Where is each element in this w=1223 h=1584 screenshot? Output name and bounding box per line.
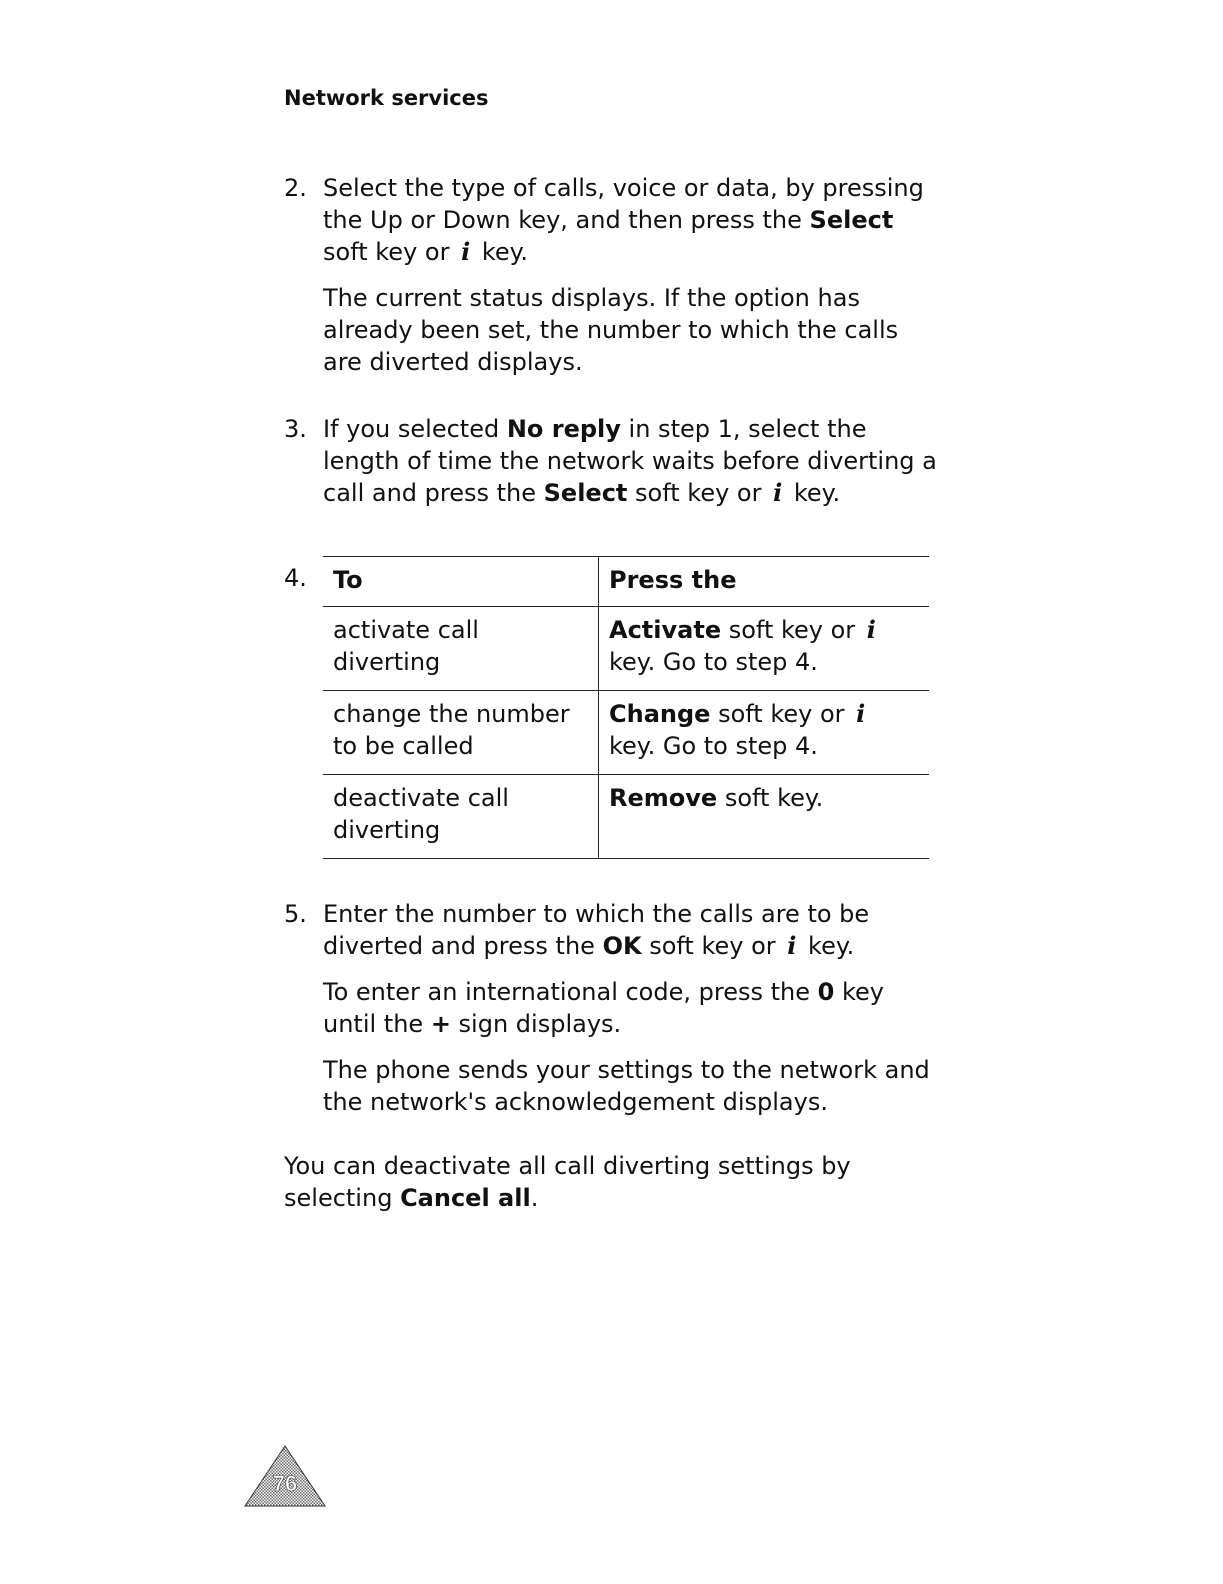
- options-table: [323, 556, 929, 859]
- step-number: 5.: [284, 900, 307, 928]
- page-number: 76: [272, 1471, 298, 1496]
- press-cell: Remove soft key.: [599, 775, 930, 859]
- column-header-press: Press the: [599, 557, 930, 607]
- step-3: [284, 413, 944, 509]
- step-5-international-note: To enter an international code, press the 0 key until the + sign displays.: [323, 978, 884, 1038]
- i-key-icon: i: [773, 478, 783, 507]
- step-5: [284, 898, 944, 1118]
- press-cell: Change soft key or i key. Go to step 4.: [599, 691, 930, 775]
- step-number: 4.: [284, 564, 307, 592]
- to-cell: change the number to be called: [323, 691, 599, 775]
- press-cell: Activate soft key or i key. Go to step 4.: [599, 607, 930, 691]
- i-key-icon: i: [856, 699, 866, 728]
- i-key-icon: i: [787, 931, 797, 960]
- table-row: [323, 775, 929, 859]
- i-key-icon: i: [866, 615, 876, 644]
- page-header: Network services: [284, 86, 489, 110]
- step-2-status-note: The current status displays. If the option has already been set, the number to which the calls are diverted displays.: [323, 284, 899, 376]
- step-5-instruction: Enter the number to which the calls are to be diverted and press the OK soft key or i key.: [323, 900, 870, 960]
- step-2: [284, 172, 944, 378]
- step-2-instruction: Select the type of calls, voice or data, by pressing the Up or Down key, and then press the Select soft key or i key.: [323, 174, 924, 266]
- i-key-icon: i: [461, 237, 471, 266]
- cancel-all-note: You can deactivate all call diverting settings by selecting Cancel all.: [284, 1152, 851, 1212]
- step-number: 2.: [284, 174, 307, 202]
- page-number-triangle-icon: [243, 1444, 327, 1508]
- table-header-row: [323, 557, 929, 607]
- step-3-instruction: If you selected No reply in step 1, select the length of time the network waits before diverting a call and press the Select soft key or i key.: [323, 415, 937, 507]
- to-cell: deactivate call diverting: [323, 775, 599, 859]
- step-number: 3.: [284, 415, 307, 443]
- to-cell: activate call diverting: [323, 607, 599, 691]
- column-header-to: To: [323, 557, 599, 607]
- step-5-acknowledgement-note: The phone sends your settings to the network and the network's acknowledgement displays.: [323, 1056, 930, 1116]
- table-row: [323, 691, 929, 775]
- table-row: [323, 607, 929, 691]
